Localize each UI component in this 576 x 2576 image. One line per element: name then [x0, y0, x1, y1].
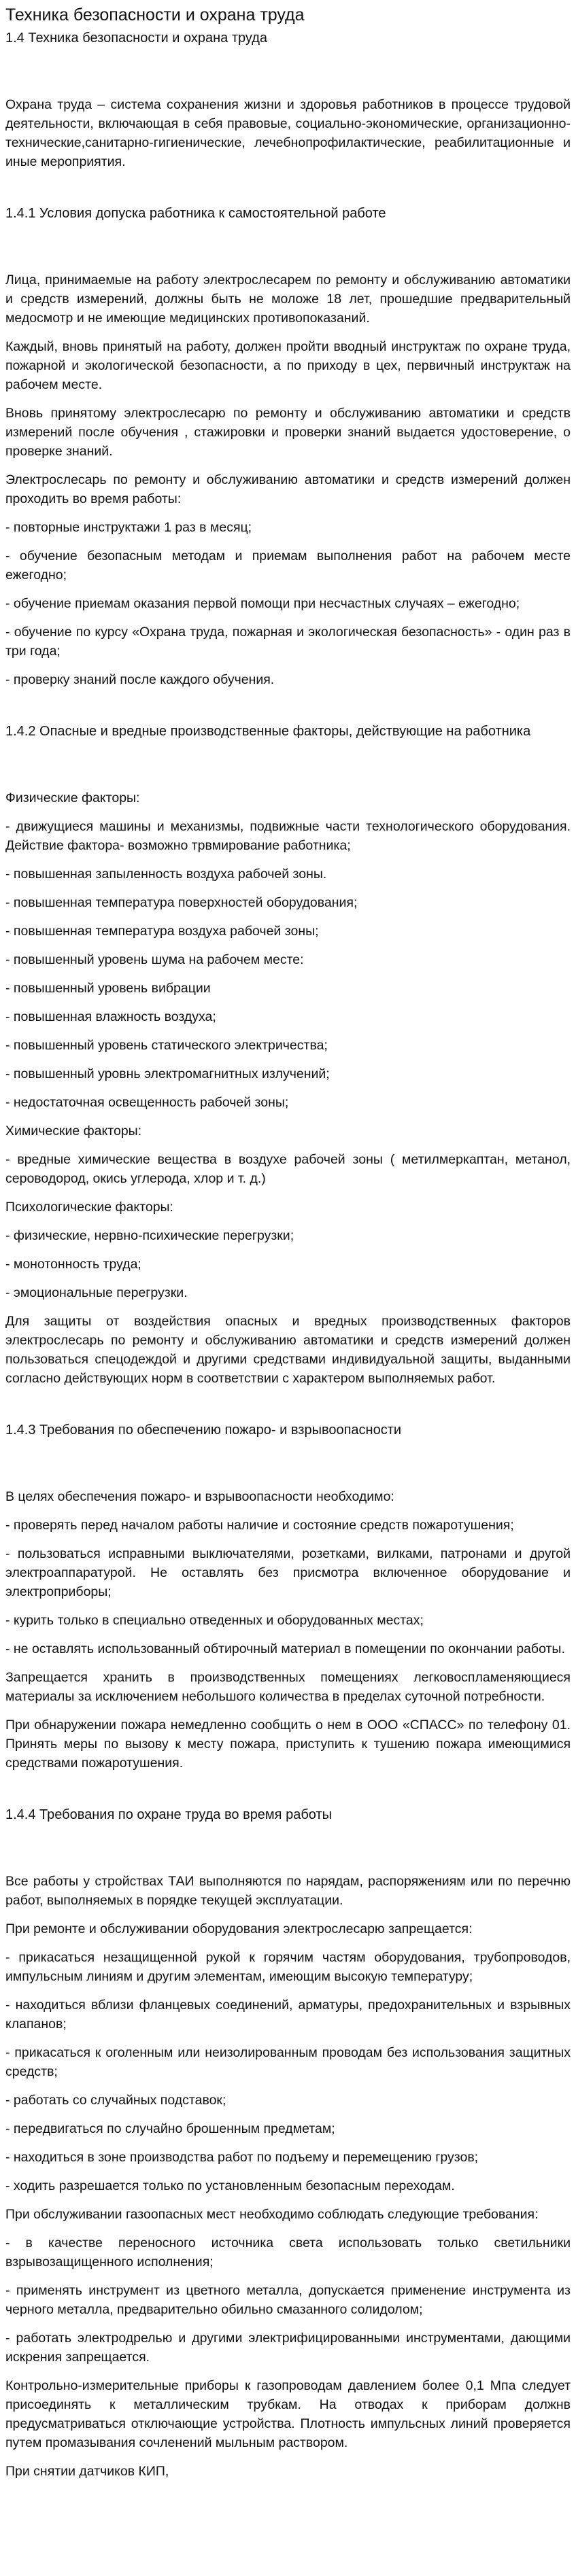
section: [5, 1421, 571, 1773]
paragraph: - в качестве переносного источника света использовать только светильники взрывозащищенного исполнения;: [5, 2235, 571, 2269]
section: [5, 1805, 571, 2481]
section-heading: 1.4.2 Опасные и вредные производственные факторы, действующие на работника: [5, 724, 531, 739]
paragraph: - прикасаться незащищенной рукой к горячим частям оборудования, трубопроводов, импульсным линиям и другим элементам, имеющим высокую температуру;: [5, 1950, 571, 1984]
paragraph: При обнаружении пожара немедленно сообщить о нем в ООО «СПАСС» по телефону 01. Принять меры по вызову к месту пожара, приступить к тушению пожара имеющимися средствами пожаротушения.: [5, 1718, 571, 1771]
paragraph: - повышенная температура поверхностей оборудования;: [5, 895, 358, 910]
paragraph: - вредные химические вещества в воздухе рабочей зоны ( метилмеркаптан, метанол, сероводород, окись углерода, хлор и т. д.): [5, 1152, 571, 1186]
paragraph: - повышенный уровень вибрации: [5, 981, 211, 996]
section-subtitle: 1.4 Техника безопасности и охрана труда: [5, 31, 267, 46]
paragraph: - повторные инструктажи 1 раз в месяц;: [5, 520, 252, 535]
paragraph: - работать со случайных подставок;: [5, 2093, 226, 2108]
paragraph: - повышенная влажность воздуха;: [5, 1009, 216, 1024]
paragraph: Химические факторы:: [5, 1124, 142, 1138]
paragraph: - находиться вблизи фланцевых соединений, арматуры, предохранительных и взрывных клапанов;: [5, 1998, 571, 2032]
paragraph: - обучение по курсу «Охрана труда, пожарная и экологическая безопасность» - один раз в три года;: [5, 625, 571, 659]
section-heading: 1.4.1 Условия допуска работника к самостоятельной работе: [5, 206, 386, 221]
paragraph: - применять инструмент из цветного металла, допускается применение инструмента из черного металла, предварительно обильно смазанного солидолом;: [5, 2283, 571, 2317]
paragraph: - ходить разрешается только по установленным безопасным переходам.: [5, 2178, 455, 2193]
paragraph: - проверку знаний после каждого обучения.: [5, 672, 275, 687]
paragraph: - обучение приемам оказания первой помощи при несчастных случаях – ежегодно;: [5, 596, 520, 611]
paragraph: Лица, принимаемые на работу электрослесарем по ремонту и обслуживанию автоматики и средств измерений, должны быть не моложе 18 лет, прошедшие предварительный медосмотр и не имеющие медицинских противопоказаний.: [5, 273, 571, 326]
paragraph: - проверять перед началом работы наличие и состояние средств пожаротушения;: [5, 1518, 514, 1533]
section: [5, 204, 571, 689]
paragraph: При обслуживании газоопасных мест необходимо соблюдать следующие требования:: [5, 2207, 539, 2222]
paragraph: - пользоваться исправными выключателями, розетками, вилками, патронами и другой электроаппаратурой. Не оставлять без присмотра включенное оборудование и электроприборы;: [5, 1546, 571, 1599]
section-heading: 1.4.3 Требования по обеспечению пожаро- и взрывоопасности: [5, 1423, 402, 1438]
paragraph: - передвигаться по случайно брошенным предметам;: [5, 2121, 335, 2136]
paragraph: При ремонте и обслуживании оборудования электрослесарю запрещается:: [5, 1921, 473, 1936]
paragraph: В целях обеспечения пожаро- и взрывоопасности необходимо:: [5, 1489, 394, 1504]
paragraph: Все работы у стройствах ТАИ выполняются по нарядам, распоряжениям или по перечню работ, выполняемых в порядке текущей эксплуатации.: [5, 1874, 571, 1908]
paragraph: - повышенный уровнь электромагнитных излучений;: [5, 1066, 330, 1081]
paragraph: - движущиеся машины и механизмы, подвижные части технологического оборудования. Действие фактора- возможно трвмирование работника;: [5, 819, 571, 853]
paragraph: - прикасаться к оголенным или неизолированным проводам без использования защитных средств;: [5, 2045, 571, 2079]
paragraph: - повышенная запыленность воздуха рабочей зоны.: [5, 867, 327, 882]
paragraph: Запрещается хранить в производственных помещениях легковоспламеняющиеся материалы за исключением небольшого количества в пределах суточной потребности.: [5, 1670, 571, 1704]
sections-container: [5, 204, 571, 2481]
paragraph: - недостаточная освещенность рабочей зоны;: [5, 1095, 289, 1110]
paragraph: - монотонность труда;: [5, 1257, 141, 1272]
page-title: Техника безопасности и охрана труда: [5, 5, 305, 24]
paragraph: Каждый, вновь принятый на работу, должен пройти вводный инструктаж по охране труда, пожарной и экологической безопасности, а по приходу в цех, первичный инструктаж на рабочем месте.: [5, 339, 571, 392]
paragraph: - обучение безопасным методам и приемам выполнения работ на рабочем месте ежегодно;: [5, 549, 571, 582]
paragraph: - физические, нервно-психические перегрузки;: [5, 1228, 294, 1243]
paragraph: Физические факторы:: [5, 790, 140, 805]
paragraph: - курить только в специально отведенных и оборудованных местах;: [5, 1613, 424, 1628]
paragraph: - повышенный уровень шума на рабочем месте:: [5, 952, 304, 967]
section-heading: 1.4.4 Требования по охране труда во время работы: [5, 1807, 332, 1822]
paragraph: Электрослесарь по ремонту и обслуживанию автоматики и средств измерений должен проходить во время работы:: [5, 472, 571, 506]
paragraph: Психологические факторы:: [5, 1200, 173, 1215]
paragraph: При снятии датчиков КИП,: [5, 2464, 169, 2479]
section: [5, 722, 571, 1388]
intro-paragraph: Охрана труда – система сохранения жизни и здоровья работников в процессе трудовой деятельности, включающая в себя правовые, социально-экономические, организационно-технические,санитарно-гигиенические, лечебнопрофилактические, реабилитационные и иные мероприятия.: [5, 97, 571, 169]
paragraph: - работать электродрелью и другими электрифицированными инструментами, дающими искрения запрещается.: [5, 2331, 571, 2365]
paragraph: - находиться в зоне производства работ по подъему и перемещению грузов;: [5, 2150, 479, 2165]
paragraph: Вновь принятому электрослесарю по ремонту и обслуживанию автоматики и средств измерений после обучения , стажировки и проверки знаний выдается удостоверение, о проверке знаний.: [5, 406, 571, 459]
paragraph: Для защиты от воздействия опасных и вредных производственных факторов электрослесарь по ремонту и обслуживанию автоматики и средств измерений должен пользоваться спецодеждой и другими средствами индивидуальной защиты, выданными согласно действующих норм в соответствии с характером выполняемых работ.: [5, 1314, 571, 1386]
paragraph: - не оставлять использованный обтирочный материал в помещении по окончании работы.: [5, 1641, 565, 1656]
paragraph: - эмоциональные перегрузки.: [5, 1285, 188, 1300]
paragraph: - повышенный уровень статического электричества;: [5, 1038, 328, 1053]
paragraph: - повышенная температура воздуха рабочей зоны;: [5, 924, 319, 939]
paragraph: Контрольно-измерительные приборы к газопроводам давлением более 0,1 Мпа следует присоединять к металлическим трубкам. На отводах к приборам должнв предусматриваться отключающие устройства. Плотность импульсных линий проверяется путем промазывания сочленений мыльным раствором.: [5, 2378, 571, 2450]
